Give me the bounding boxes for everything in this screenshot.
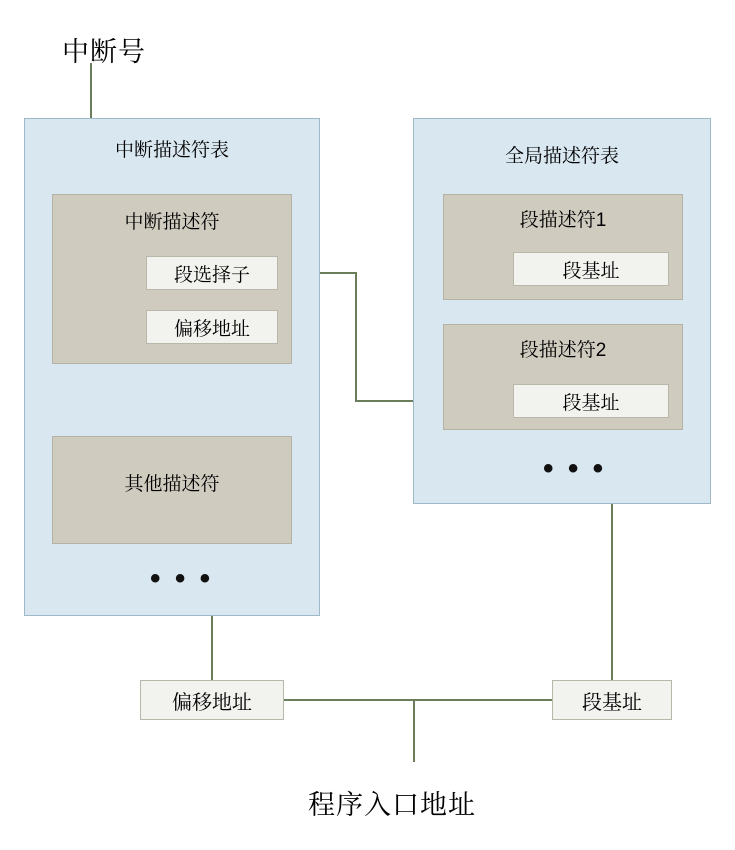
group-title-segment-descriptor-1: 段描述符1 (519, 210, 607, 231)
ellipsis-gdt: • • • (543, 452, 607, 485)
chip-segment-base-1[interactable]: 段基址 (513, 252, 669, 286)
program-entry-address-label: 程序入口地址 (308, 790, 476, 820)
interrupt-number-label: 中断号 (62, 37, 146, 67)
group-other-descriptor (52, 436, 292, 544)
group-title-other-descriptor: 其他描述符 (124, 474, 220, 495)
panel-global-descriptor-table (413, 118, 711, 504)
group-title-interrupt-descriptor: 中断描述符 (124, 212, 220, 233)
group-title-segment-descriptor-2: 段描述符2 (519, 340, 607, 361)
chip-segment-base-2[interactable]: 段基址 (513, 384, 669, 418)
chip-offset-address[interactable]: 偏移地址 (146, 310, 278, 344)
bottom-chip-offset-address[interactable]: 偏移地址 (140, 680, 284, 720)
panel-title-idt: 中断描述符表 (114, 140, 229, 161)
chip-segment-selector[interactable]: 段选择子 (146, 256, 278, 290)
bottom-chip-segment-base[interactable]: 段基址 (552, 680, 672, 720)
ellipsis-idt: • • • (150, 562, 214, 595)
panel-title-gdt: 全局描述符表 (504, 146, 619, 167)
